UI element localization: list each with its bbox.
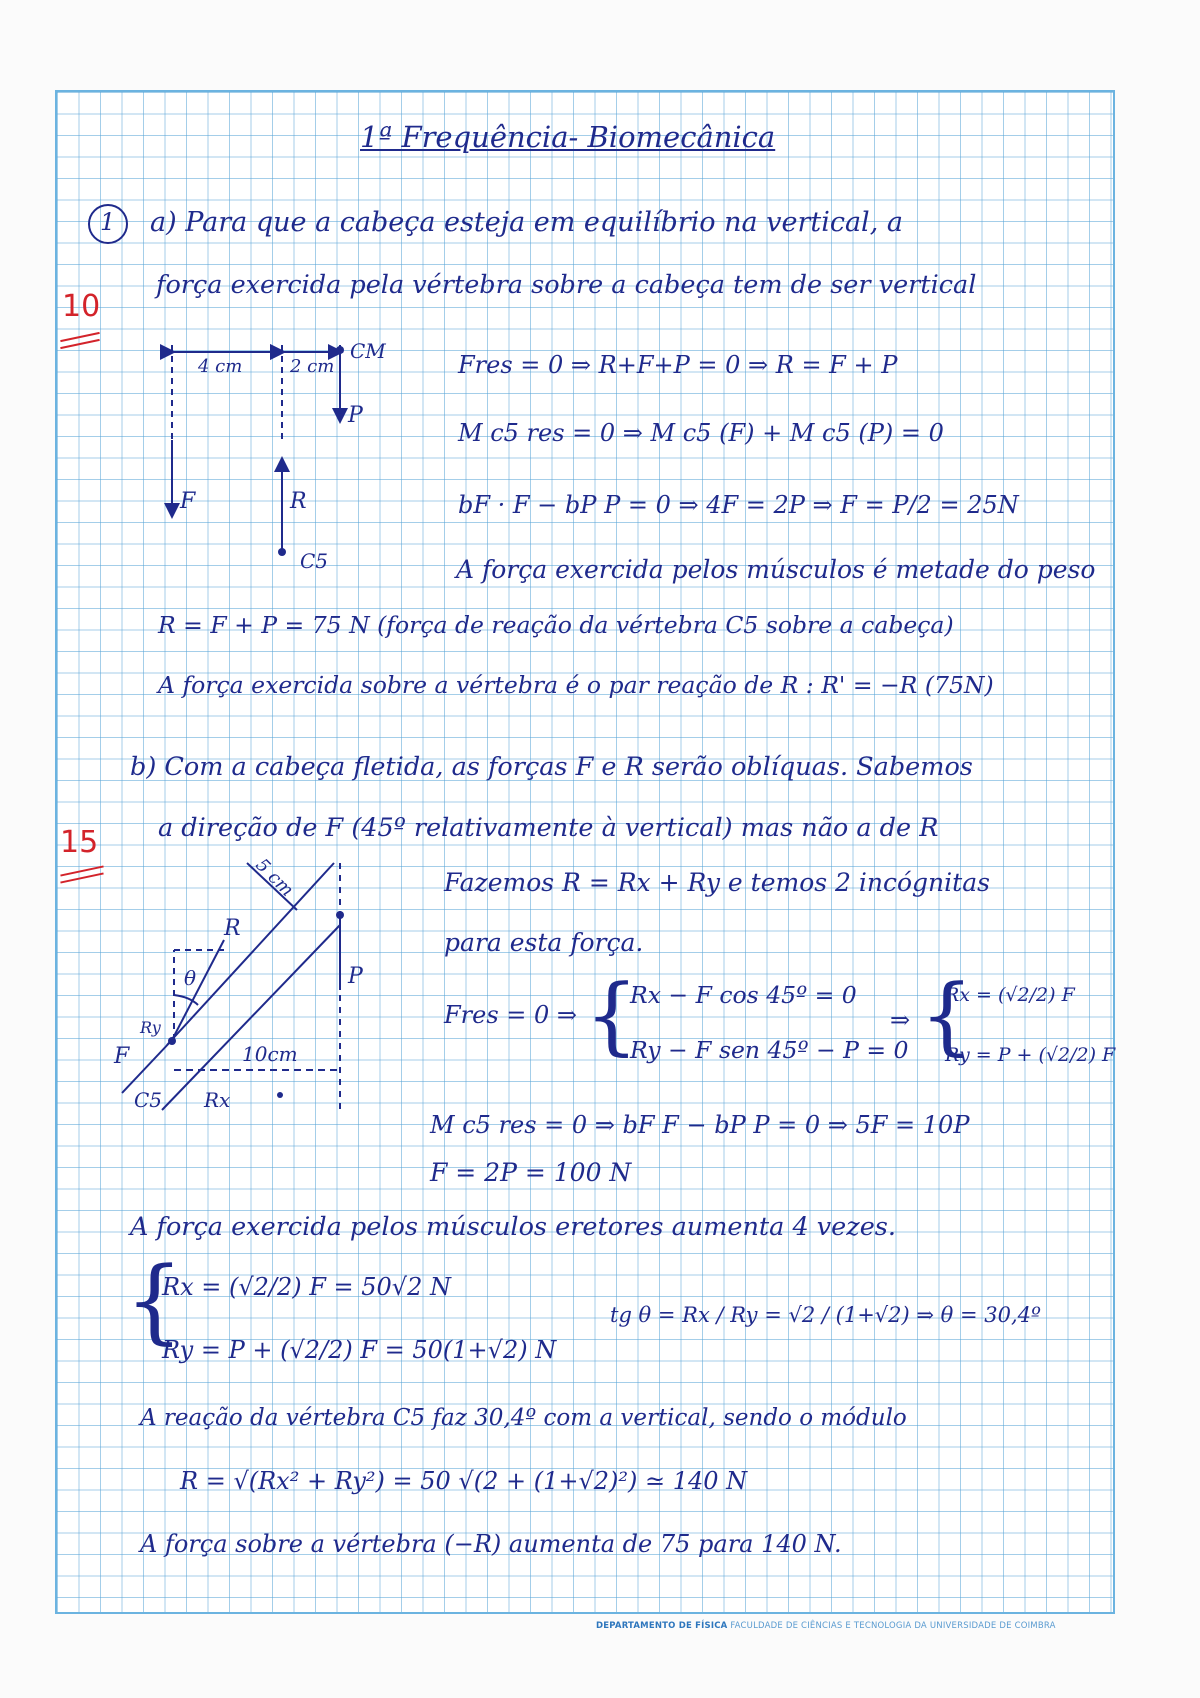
part-b-tg-line: tg θ = Rx / Ry = √2 / (1+√2) ⇒ θ = 30,4º bbox=[610, 1303, 1041, 1327]
label-f: F bbox=[180, 489, 196, 514]
part-a-eq1: Fres = 0 ⇒ R+F+P = 0 ⇒ R = F + P bbox=[458, 351, 898, 379]
part-b-sys1: Rx − F cos 45º = 0 bbox=[630, 981, 857, 1009]
part-b-ry-line: Ry = P + (√2/2) F = 50(1+√2) N bbox=[162, 1336, 557, 1364]
part-b-sys-arrow: ⇒ bbox=[890, 1006, 911, 1034]
diagram-a bbox=[150, 330, 430, 573]
part-a-eq3: bF · F − bP P = 0 ⇒ 4F = 2P ⇒ F = P/2 = 25N bbox=[458, 491, 1019, 519]
part-b-sys-lhs: Fres = 0 ⇒ bbox=[444, 1001, 578, 1029]
label-theta: θ bbox=[184, 966, 197, 990]
force-f-arrow bbox=[122, 1040, 172, 1093]
footer-dept: DEPARTAMENTO DE FÍSICA bbox=[596, 1621, 728, 1631]
label-rx: Rx bbox=[204, 1088, 231, 1112]
c5-point bbox=[278, 548, 286, 556]
part-b-note1: A força exercida pelos músculos eretores aumenta 4 vezes. bbox=[130, 1212, 896, 1242]
part-a-note2: R = F + P = 75 N (força de reação da vértebra C5 sobre a cabeça) bbox=[158, 611, 954, 639]
part-a-note3: A força exercida sobre a vértebra é o par reação de R : R' = −R (75N) bbox=[158, 671, 994, 699]
question-number: 1 bbox=[100, 208, 116, 236]
part-b-eq-moment: M c5 res = 0 ⇒ bF F − bP P = 0 ⇒ 5F = 10P bbox=[430, 1111, 970, 1139]
part-b-sys2: Ry − F sen 45º − P = 0 bbox=[630, 1036, 909, 1064]
graph-paper-sheet bbox=[55, 90, 1115, 1614]
diagram-b bbox=[112, 855, 442, 1110]
label-c5: C5 bbox=[300, 549, 329, 573]
part-b-sol1: Rx = (√2/2) F bbox=[945, 984, 1075, 1006]
part-b-line2: a direção de F (45º relativamente à vertical) mas não a de R bbox=[158, 813, 939, 843]
part-b-line1: b) Com a cabeça fletida, as forças F e R serão oblíquas. Sabemos bbox=[130, 752, 973, 782]
label-r: R bbox=[290, 489, 307, 514]
part-b-eq-f: F = 2P = 100 N bbox=[430, 1158, 632, 1187]
cm-point bbox=[336, 911, 344, 919]
part-a-line2: força exercida pela vértebra sobre a cabeça tem de ser vertical bbox=[156, 270, 977, 300]
part-b-line4: para esta força. bbox=[444, 928, 644, 957]
label-p: P bbox=[348, 964, 363, 989]
label-p: P bbox=[348, 403, 363, 428]
left-brace: { bbox=[585, 966, 639, 1064]
cm-point bbox=[336, 346, 344, 354]
label-2cm: 2 cm bbox=[290, 356, 335, 377]
label-4cm: 4 cm bbox=[198, 356, 243, 377]
footer-faculty: FACULDADE DE CIÊNCIAS E TECNOLOGIA DA UNIVERSIDADE DE COIMBRA bbox=[730, 1621, 1056, 1631]
label-c5: C5 bbox=[134, 1088, 163, 1112]
aux-point bbox=[277, 1092, 283, 1098]
part-a-eq2: M c5 res = 0 ⇒ M c5 (F) + M c5 (P) = 0 bbox=[458, 419, 944, 447]
label-f: F bbox=[114, 1044, 130, 1069]
label-r: R bbox=[224, 916, 241, 941]
label-ry: Ry bbox=[140, 1018, 161, 1037]
page-title: 1ª Frequência- Biomecânica bbox=[360, 120, 776, 154]
label-10cm: 10cm bbox=[242, 1042, 298, 1066]
part-b-line3: Fazemos R = Rx + Ry e temos 2 incógnitas bbox=[444, 868, 990, 897]
right-brace: { bbox=[920, 966, 974, 1064]
part-b-note2: A reação da vértebra C5 faz 30,4º com a vertical, sendo o módulo bbox=[140, 1405, 907, 1431]
part-b-rx-line: Rx = (√2/2) F = 50√2 N bbox=[162, 1273, 451, 1301]
label-5cm: 5 cm bbox=[251, 854, 298, 901]
part-a-line1: a) Para que a cabeça esteja em equilíbrio na vertical, a bbox=[150, 207, 903, 238]
label-cm: CM bbox=[350, 339, 386, 363]
c5-point bbox=[168, 1037, 176, 1045]
part-b-sol2: Ry = P + (√2/2) F bbox=[945, 1044, 1116, 1066]
grade-part-b: 15 bbox=[60, 825, 99, 860]
footer bbox=[596, 1621, 1056, 1631]
part-b-r-line: R = √(Rx² + Ry²) = 50 √(2 + (1+√2)²) ≃ 140 N bbox=[180, 1467, 748, 1495]
part-b-note3: A força sobre a vértebra (−R) aumenta de 75 para 140 N. bbox=[140, 1530, 842, 1558]
result-brace: { bbox=[125, 1247, 184, 1354]
part-a-note1: A força exercida pelos músculos é metade do peso bbox=[456, 555, 1096, 584]
grade-part-a: 10 bbox=[62, 289, 101, 324]
